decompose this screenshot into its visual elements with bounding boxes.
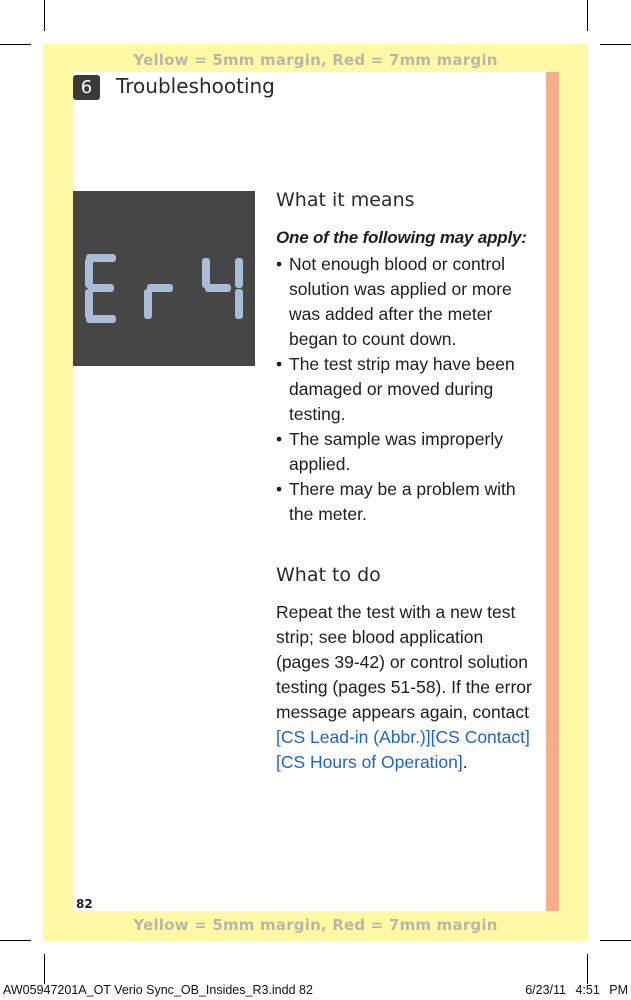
what-it-means-lead: One of the following may apply: — [276, 228, 527, 247]
list-item: • The test strip may have been damaged or moved during testing. — [276, 354, 515, 424]
list-item: • Not enough blood or control solution was applied or more was added after the meter began to count down. — [276, 254, 512, 349]
margin-note-bottom: Yellow = 5mm margin, Red = 7mm margin — [133, 916, 498, 934]
margin-note-top: Yellow = 5mm margin, Red = 7mm margin — [133, 51, 498, 69]
chapter-number-badge: 6 — [73, 75, 100, 100]
error-code-graphic — [73, 191, 255, 366]
list-item-text: There may be a problem with the meter. — [289, 479, 516, 524]
crop-mark — [44, 0, 45, 31]
list-item-text: The test strip may have been damaged or moved during testing. — [289, 354, 515, 424]
crop-mark — [0, 44, 31, 45]
what-to-do-text — [276, 600, 538, 775]
contact-link[interactable]: [CS Lead-in (Abbr.)][CS Contact][CS Hours of Operation] — [276, 727, 530, 772]
list-item-text: Not enough blood or control solution was applied or more was added after the meter began to count down. — [289, 254, 512, 349]
slug-datetime: 6/23/11 4:51 PM — [525, 983, 628, 997]
crop-mark — [0, 940, 31, 941]
list-item: • There may be a problem with the meter. — [276, 479, 516, 524]
instruction-text: Repeat the test with a new test strip; see blood application (pages 39-42) or control solution testing (pages 51-58). If the error message appears again, contact — [276, 602, 532, 722]
crop-mark — [600, 940, 631, 941]
chapter-title: Troubleshooting — [116, 74, 275, 98]
crop-mark — [44, 954, 45, 984]
list-item: • The sample was improperly applied. — [276, 429, 503, 474]
what-it-means-heading: What it means — [276, 189, 415, 211]
crop-mark — [587, 0, 588, 31]
page-number: 82 — [76, 897, 93, 911]
meter-error-display — [73, 191, 255, 366]
cause-list — [276, 252, 538, 527]
slug-filename: AW05947201A_OT Verio Sync_OB_Insides_R3.indd 82 — [3, 983, 313, 997]
red-margin-strip — [546, 72, 559, 911]
crop-mark — [587, 954, 588, 984]
what-to-do-heading: What to do — [276, 564, 381, 586]
instruction-end: . — [462, 752, 468, 772]
list-item-text: The sample was improperly applied. — [289, 429, 503, 474]
crop-mark — [600, 44, 631, 45]
